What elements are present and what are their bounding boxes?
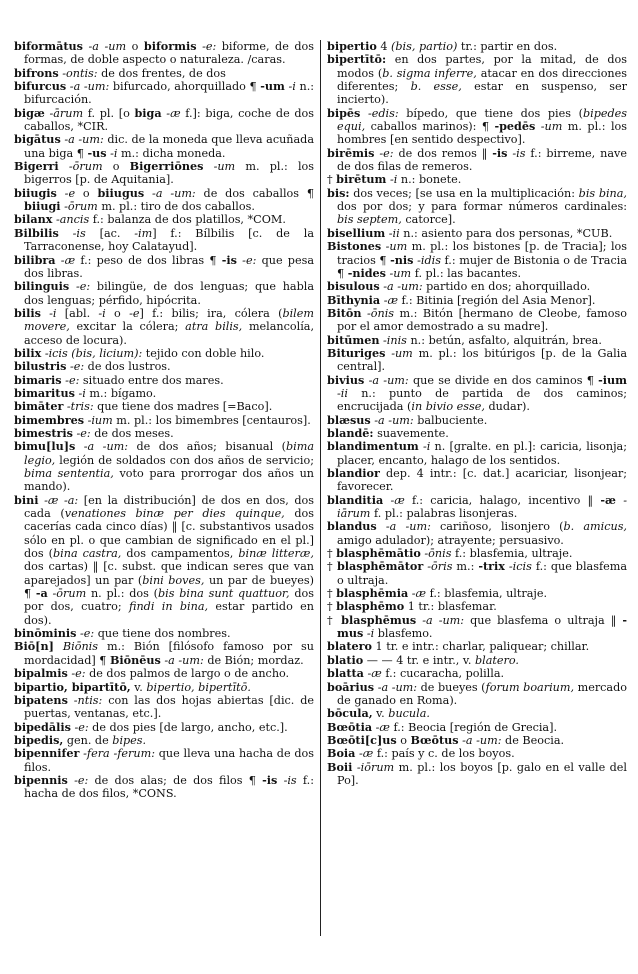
- dictionary-entry: bipatens -ntis: con las dos hojas abiertas [dic. de puertas, ventanas, etc.].: [14, 692, 318, 721]
- dictionary-entry: bigæ -ārum f. pl. [o biga -æ f.]: biga, coche de dos caballos, *CIR.: [14, 105, 318, 134]
- dictionary-entry: Bœōtia -æ f.: Beocia [región de Grecia].: [327, 719, 558, 734]
- dictionary-entry: bipēs -edis: bípedo, que tiene dos pies (bipedes equi, caballos marinos): ¶ -pedēs -um m. pl.: los hombres [en sentido despectivo].: [327, 105, 631, 147]
- dictionary-entry: Bœōti[c]us o Bœōtus -a -um: de Beocia.: [327, 732, 565, 747]
- column-divider: [320, 40, 321, 936]
- dictionary-entry: blandimentum -i n. [gralte. en pl.]: caricia, lisonja; placer, encanto, halago de los sentidos.: [327, 439, 631, 467]
- dictionary-entry: bini -æ -a: [en la distribución] de dos en dos, dos cada (venationes binæ per dies quinque, dos cacerías cada cinco días) ‖ [c. substantivos usados sólo en pl. o que cambian de significado en el pl.] dos (bina castra, dos campamentos, binæ litteræ, dos cartas) ‖ [c. subst. que indican seres que van aparejados] un par (bini boves, un par de bueyes) ¶ -a -ōrum n. pl.: dos (bis bina sunt quattuor, dos por dos, cuatro; findi in bina, estar partido en dos).: [14, 492, 318, 627]
- dictionary-entry: bipedis, gen. de bipes.: [14, 732, 147, 747]
- dictionary-entry: blanditia -æ f.: caricia, halago, incentivo ‖ -æ -iārum f. pl.: palabras lisonjeras.: [327, 492, 627, 521]
- dictionary-entry: bisulous -a -um: partido en dos; ahorquillado.: [327, 279, 591, 294]
- dictionary-entry: bilustris -e: de dos lustros.: [14, 359, 171, 374]
- dictionary-entry: † blasphēmātio -ōnis f.: blasfemia, ultraje.: [327, 546, 573, 561]
- right-column: [327, 39, 631, 940]
- dictionary-entry: Boia -æ f.: país y c. de los boyos.: [327, 746, 515, 761]
- dictionary-entry: bipennis -e: de dos alas; de dos filos ¶ -is -is f.: hacha de dos filos, *CONS.: [14, 772, 318, 801]
- dictionary-entry: † blasphēmus -a -um: que blasfema o ultraja ‖ -mus -i blasfemo.: [327, 612, 627, 641]
- dictionary-entry: boārius -a -um: de bueyes (forum boarium, mercado de ganado en Roma).: [327, 679, 631, 707]
- dictionary-entry: blatta -æ f.: cucaracha, polilla.: [327, 666, 505, 681]
- dictionary-entry: bilis -i [abl. -i o -e] f.: bilis; ira, cólera (bilem movere, excitar la cólera; atra bilis, melancolía, acceso de locura).: [14, 305, 318, 347]
- dictionary-entry: Bitōn -ōnis m.: Bitón [hermano de Cleobe, famoso por el amor demostrado a su madre].: [327, 305, 631, 334]
- dictionary-entry: bimu[lu]s -a -um: de dos años; bisanual (bima legio, legión de soldados con dos años de servicio; bima sententia, voto para prorrogar dos años un mando).: [14, 439, 318, 494]
- dictionary-entry: Bigerri -ōrum o Bigerriōnes -um m. pl.: los bigerros [p. de Aquitania].: [14, 159, 318, 187]
- dictionary-entry: bilibra -æ f.: peso de dos libras ¶ -is -e: que pesa dos libras.: [14, 252, 318, 280]
- dictionary-entry: biiugis -e o biiugus -a -um: de dos caballos ¶ biiugi -ōrum m. pl.: tiro de dos caballos.: [14, 185, 318, 214]
- dictionary-entry: Boii -iōrum m. pl.: los boyos [p. galo en el valle del Po].: [327, 759, 631, 787]
- dictionary-entry: bipennifer -fera -ferum: que lleva una hacha de dos filos.: [14, 746, 318, 774]
- dictionary-entry: blatero 1 tr. e intr.: charlar, paliquear; chillar.: [327, 639, 590, 654]
- dictionary-entry: † blasphēmo 1 tr.: blasfemar.: [327, 599, 497, 614]
- dictionary-entry: bipertio 4 (bis, partio) tr.: partir en dos.: [327, 39, 558, 53]
- dictionary-entry: birēmis -e: de dos remos ‖ -is -is f.: birreme, nave de dos filas de remeros.: [327, 145, 631, 174]
- dictionary-entry: bigātus -a -um: dic. de la moneda que lleva acuñada una biga ¶ -us -i m.: dicha moneda.: [14, 132, 318, 160]
- dictionary-entry: bimaritus -i m.: bígamo.: [14, 385, 157, 400]
- dictionary-entry: bipedālis -e: de dos pies [de largo, ancho, etc.].: [14, 719, 288, 734]
- dictionary-entry: bimestris -e: de dos meses.: [14, 425, 174, 440]
- dictionary-entry: Bilbilis -is [ac. -im] f.: Bílbilis [c. de la Tarraconense, hoy Calatayud].: [14, 225, 318, 254]
- dictionary-entry: bimāter -tris: que tiene dos madres [=Baco].: [14, 399, 273, 414]
- dictionary-entry: blandior dep. 4 intr.: [c. dat.] acariciar, lisonjear; favorecer.: [327, 466, 631, 494]
- dictionary-entry: bipertītō: en dos partes, por la mitad, de dos modos (b. sigma inferre, atacar en dos direcciones diferentes; b. esse, estar en suspenso, ser incierto).: [327, 52, 631, 107]
- dictionary-entry: Biō[n] Biōnis m.: Bión [filósofo famoso por su mordacidad] ¶ Biōnēus -a -um: de Bión; mordaz.: [14, 639, 318, 667]
- dictionary-entry: blatio — — 4 tr. e intr., v. blatero.: [327, 652, 519, 667]
- dictionary-entry: bitūmen -inis n.: betún, asfalto, alquitrán, brea.: [327, 332, 602, 347]
- dictionary-entry: bilix -icis (bis, licium): tejido con doble hilo.: [14, 345, 265, 360]
- dictionary-entry: † blasphēmia -æ f.: blasfemia, ultraje.: [327, 586, 548, 601]
- columns: [14, 40, 632, 974]
- dictionary-entry: bifrons -ontis: de dos frentes, de dos: [14, 65, 226, 80]
- dictionary-entry: bipalmis -e: de dos palmos de largo o de ancho.: [14, 666, 290, 681]
- dictionary-entry: binōminis -e: que tiene dos nombres.: [14, 626, 231, 641]
- left-column: [14, 39, 318, 940]
- dictionary-entry: bivius -a -um: que se divide en dos caminos ¶ -ium -ii n.: punto de partida de dos caminos; encrucijada (in bivio esse, dudar).: [327, 372, 631, 414]
- dictionary-entry: Bistones -um m. pl.: los bistones [p. de Tracia]; los tracios ¶ -nis -idis f.: mujer de Bistonia o de Tracia ¶ -nides -um f. pl.: las bacantes.: [327, 239, 631, 280]
- dictionary-entry: biformātus -a -um o biformis -e: biforme, de dos formas, de doble aspecto o naturaleza. /caras.: [14, 39, 318, 67]
- dictionary-entry: Bituriges -um m. pl.: los bitúrigos [p. de la Galia central].: [327, 345, 631, 374]
- dictionary-entry: blandus -a -um: cariñoso, lisonjero (b. amicus, amigo adulador); atrayente; persuasivo.: [327, 519, 631, 547]
- dictionary-entry: bifurcus -a -um: bifurcado, ahorquillado ¶ -um -i n.: bifurcación.: [14, 79, 318, 107]
- dictionary-entry: † birētum -i n.: bonete.: [327, 172, 462, 187]
- dictionary-entry: bilinguis -e: bilingüe, de dos lenguas; que habla dos lenguas; pérfido, hipócrita.: [14, 279, 318, 307]
- dictionary-entry: Bīthynia -æ f.: Bitinia [región del Asia Menor].: [327, 292, 596, 307]
- dictionary-entry: bilanx -ancis f.: balanza de dos platillos, *COM.: [14, 212, 286, 227]
- dictionary-entry: bis: dos veces; [se usa en la multiplicación: bis bina, dos por dos; y para formar números cardinales: bis septem, catorce].: [327, 185, 631, 227]
- dictionary-entry: bipartio, bipartītō, v. bipertio, bipertītō.: [14, 679, 251, 694]
- dictionary-entry: blæsus -a -um: balbuciente.: [327, 412, 488, 427]
- dictionary-entry: bimaris -e: situado entre dos mares.: [14, 372, 224, 387]
- dictionary-entry: bisellium -ii n.: asiento para dos personas, *CUB.: [327, 225, 613, 240]
- dictionary-entry: blandē: suavemente.: [327, 425, 449, 440]
- dictionary-entry: † blasphēmātor -ōris m.: -trix -icis f.: que blasfema o ultraja.: [327, 559, 631, 587]
- dictionary-entry: bōcula, v. bucula.: [327, 706, 430, 721]
- dictionary-entry: bimembres -ium m. pl.: los bimembres [centauros].: [14, 412, 311, 427]
